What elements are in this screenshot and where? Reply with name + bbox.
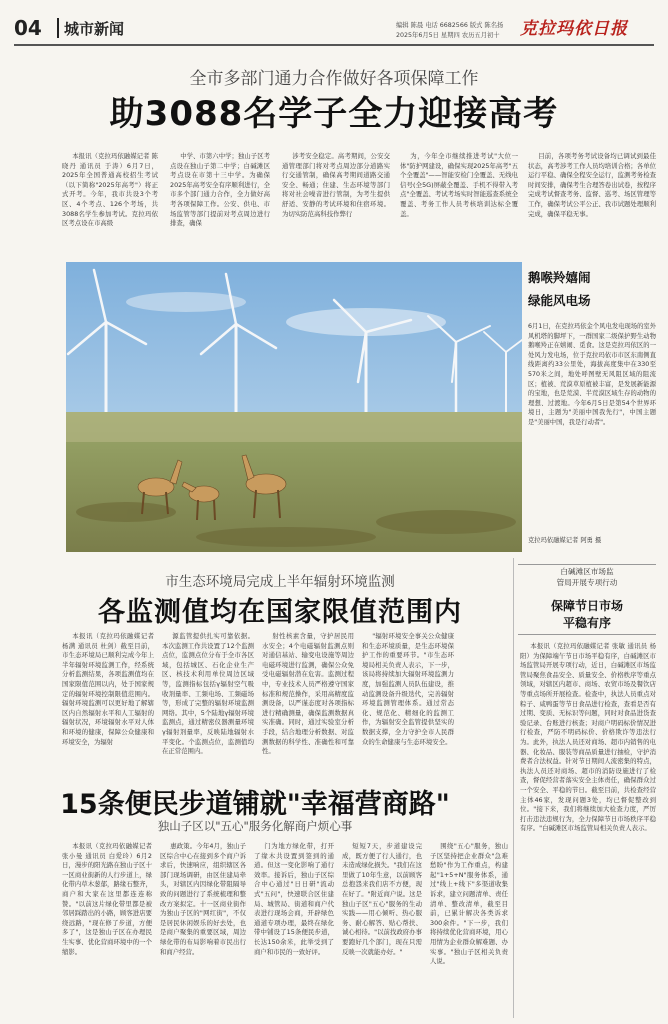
story2-column: 本报讯（克拉玛依融媒记者 杨满 通讯员 杜剑）截至目前，市生态环境局已顺利完成今年上半年辐射环境监测工作，经系统分析监测结果，各项监测值均在国家限值范围以内，处于国家规定的辐射环境控制限值范围内。辐射环境监测可以更好地了解辖区内自然辐射水平和人工辐射的辐射状况，环境辐射水平对人体和环境的健康，保障公众健康和环境安全，为辐射 — [62, 632, 154, 746]
story3-subheadline: 独山子区以"五心"服务化解商户烦心事 — [157, 819, 353, 833]
header-date: 2025年6月5日 星期四 农历五月初十 — [396, 32, 500, 39]
right-story-rule — [518, 564, 656, 565]
right-story-headline: 保障节日市场 — [550, 599, 623, 613]
story3-column: 短短7天，步道建设完成，既方便了行人通行，也未造成绿化损失。"我们在这里做了10年生意，以前顾客总抱怨来我们店不方便，现在好了。"附近商户说。这是独山子区"五心"服务的生动实践——用心倾听、热心服务、耐心解答、贴心帮扶、诚心相待。"以前找政府办事要跑好几个部门，现在只需反映一次就能办好。" — [342, 842, 422, 956]
column-divider — [513, 558, 514, 1018]
page-number: 04 — [14, 16, 42, 40]
header-rule — [14, 44, 654, 46]
photo-caption-title: 绿能风电场 — [528, 293, 591, 308]
photo-caption-body: 6月1日，在克拉玛依金个风电发电现场的室外风机塔的脚坪下，一群国家二级保护野生动物鹅喉羚正在嬉闹、觅食。这是克拉玛依区的一处风力发电场，位于克拉玛依市市区东南侧直线距离约33公里处，海拔高度集中在330至570米之间，地处呼图壁无风阻区域的阻流区；植被、荒漠草原植被丰富，是发展新能源的宝地，也是荒漠、半荒漠区域生存的动物的理想、过渡地。今年6月5日是第54个世界环境日，主题为"美丽中国我先行"，中国主题是"美丽中国，我是行动者"。 — [528, 323, 656, 426]
story3-column: 围绕"五心"服务，独山子区坚持把企业群众"急难愁盼"作为工作重点，构建起"1+5+N"服务体系，通过"线上+线下"多渠道收集诉求，建立问题清单、责任清单、整改清单，截至目前，已累计解决各类诉求300余件。"下一步，我们将持续优化营商环境，用心用情为企业群众解难题、办实事。"独山子区相关负责人说。 — [430, 842, 508, 966]
story2-column: 射性核素含量，守护居民用水安全；4个电磁辐射监测点则对通信基站、输变电设施等周边电磁环境进行监测，确保公众免受电磁辐射潜在危害。监测过程中，专业技术人员严格遵守国家标准和规范操作，采用高精度监测设备，以严谨态度对各项指标进行精确测量，确保监测数据真实准确。同时，通过实验室分析手段，结合地理分析数据、对监测数据的科学性、准确性和可靠性。 — [262, 632, 354, 756]
story1-headline: 助3088名学子全力迎接高考 — [109, 94, 559, 134]
wind-farm-gazelle-photo — [66, 262, 522, 552]
right-story-body: 本报讯（克拉玛依融媒记者 张敏 通讯员 杨阳）为保障端午节日市场平稳有序，白碱滩区市场监管局开展专项行动，近日，白碱滩区市场监管局聚焦食品安全、质量安全、价格秩序等重点领域，对辖区内超市、商场、农贸市场及餐饮店等重点场所开展检查。检查中，执法人员重点对粽子、咸鸭蛋等节日食品进行检查，查看是否有过期、变质、无标识等问题，同时对食品进货查验记录、台账进行核查；对商户明码标价情况进行检查，严防不明码标价、价格欺诈等违法行为。此外，执法人员还对商场、超市内销售的电器、化妆品、服装等商品质量进行抽检，守护消费者合法权益。针对节日期间人流密集的特点，执法人员还对商场、超市的消防设施进行了检查，督促经营者落实安全主体责任，确保群众过一个安全、平稳的节日。截至目前，共检查经营主体46家，发现问题3处，均已督促整改到位。"接下来，我们将继续加大检查力度，严厉打击违法违规行为，全力保障节日市场秩序平稳有序。"白碱滩区市场监管局相关负责人表示。 — [520, 642, 656, 833]
right-story-rule — [518, 634, 656, 635]
story2-headline: 各监测值均在国家限值范围内 — [98, 597, 462, 628]
photo-caption-title: 鹅喉羚嬉闹 — [528, 270, 591, 285]
photo-credit: 克拉玛依融媒记者 阿勇 摄 — [528, 537, 602, 544]
story2-column: 源监管提供扎实可靠依据。本次监测工作共设置了12个监测点位，监测点位分布于全市各区域，包括城区、石化企业生产区、核技术利用单位周边区域等，监测指标包括γ辐射空气吸收剂量率、工频电场、工频磁场等，形成了完整的辐射环境监测网络。其中，5个陆地γ辐射环境监测点，通过精密仪器测量环境γ辐射剂量率，反映陆地辐射水平变化。个监测点位，监测值均在正常范围内。 — [162, 632, 254, 756]
story1-column: 本报讯（克拉玛依融媒记者 陈晓丹 通讯员 于涛）6月7日，2025年全国普通高校招生考试（以下简称"2025年高考"）将正式开考。今年，我市共设3个考区、4个考点、126个考场，共3088名学生参加考试。克拉玛依区考点设在市高级 — [62, 152, 158, 228]
right-story-headline: 平稳有序 — [562, 616, 611, 630]
story1-column: 为，今年全市继续推进考试"大位一体"防护网建设，确保实现2025年高考"五个全覆盖"——智能安检门全覆盖、无线电信号(全5G)屏蔽全覆盖、手机不得带入考点"全覆盖、考试考场实时智能巡查系统全覆盖、考务工作人员考核培训达标全覆盖。 — [400, 152, 518, 218]
story3-column: 门为地方绿化带，打开了缘木共设置到签到的通道。但这一变化影响了通行效率。接诉后，独山子区综合中心通过"日日研"流动式"五问"，快速联合区住建局、城管局、街道和商户代表进行现场会商，开辟绿色通道专项办理，最终在绿化带中铺设了15条便民步道，长达150余米，此举受到了商户和市民的一致好评。 — [254, 842, 334, 956]
newspaper-logo: 克拉玛依日报 — [520, 19, 628, 39]
right-story-kicker: 管局开展专项行动 — [556, 578, 618, 587]
story1-column: 涉考安全稳定。高考期间，公安交通管理部门将对考点周边部分道路实行交通管制，确保高考期间道路交通安全、畅通；住建、生态环境等部门将对社会噪音进行管制，为考生提供舒适、安静的考试环境和住宿环境。为切实防范高科技作弊行 — [282, 152, 390, 218]
header-staff: 编辑 陈晨 电话 6682566 版式 陈名扬 — [396, 22, 504, 29]
section-title: 城市新闻 — [64, 20, 125, 38]
header-divider — [57, 18, 59, 38]
story1-column: 目前，各项考务考试设备均已调试到最佳状态，高考涉考工作人员均培训合格；各单位运行平稳、确保全程安全运行，监测考务检查时间安排，确保考生合理答卷出试卷，按程序完成考试督查考务、监督、巡考、场区管理等工作，确保考试公平公正、我市试题处理顺利完成，确保平稳无事。 — [528, 152, 656, 218]
story1-column: 中学、市第六中学；独山子区考点设在独山子第二中学；白碱滩区考点设在市第十三中学。为确保2025年高考安全有序顺利进行，全市多个部门通力合作，全力做好高考各项保障工作。公安、供电、市场监管等部门提前对考点周边进行排查，确保 — [170, 152, 270, 228]
story3-headline: 15条便民步道铺就"幸福营商路" — [60, 789, 450, 820]
story3-column: 惠政策。今年4月，独山子区综合中心在接到多个商户诉求后，快速响应，组织辖区各部门现场调研，由区住建局牵头，对辖区内因绿化带阻隔导致的问题进行了系统梳理和整改方案拟定。十一区商业街作为独山子区的"网红街"，不仅是居民休闲娱乐的好去处，也是商户聚集的重要区域，周边绿化带的布局影响着市民出行和商户经营。 — [160, 842, 246, 956]
right-story-kicker: 白碱滩区市场监 — [560, 567, 614, 576]
story2-column: "辐射环境安全事关公众健康和生态环境质量，是生态环境保护工作的重要环节。"市生态环境局相关负责人表示，下一步，该局将持续加大辐射环境监测力度，加强监测人员队伍建设，推动监测设备升级迭代，完善辐射环境监测管理体系。通过常态化、规范化、精细化的监测工作，为辐射安全监管提供坚实的数据支撑，全力守护全市人民群众的生命健康与生态环境安全。 — [362, 632, 454, 746]
story2-kicker: 市生态环境局完成上半年辐射环境监测 — [165, 574, 395, 590]
story1-kicker: 全市多部门通力合作做好各项保障工作 — [189, 69, 479, 89]
story3-column: 本报讯（克拉玛依融媒记者 张小曼 通讯员 白爱玲）6月2日，漫步的阳光路在独山子区十一区商业街新的人行步道上，绿化带内草木葱郁，路缘石整齐，商户和大家在这里都连连称赞。"以前这片绿化带里都是被邻居踩踏出的小路，顾客进店要绕远路，"现在修了步道，方便多了"，这是独山子区在办理民生实事、优化营商环境中的一个缩影。 — [62, 842, 152, 956]
